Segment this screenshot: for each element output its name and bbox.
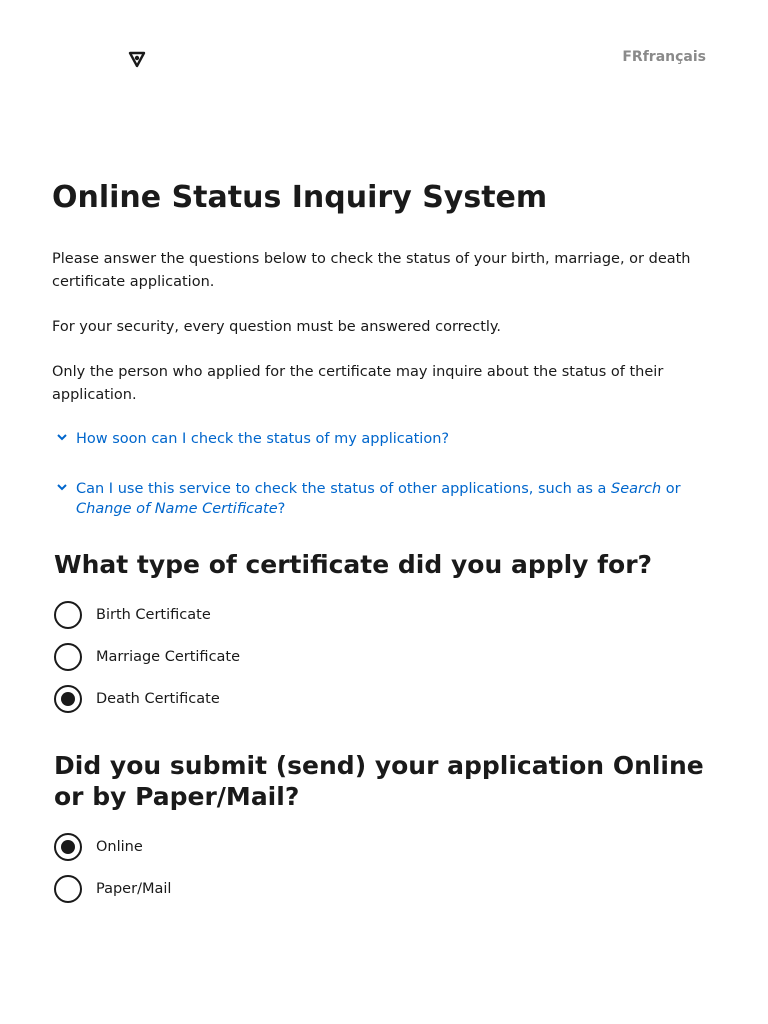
radio-option-death-certificate[interactable] (54, 678, 712, 720)
chevron-down-icon (56, 431, 76, 443)
radio-button[interactable] (54, 643, 82, 671)
chevron-down-icon (56, 481, 76, 493)
language-code: FR (622, 49, 643, 65)
security-paragraph: For your security, every question must be answered correctly. (52, 319, 502, 335)
applicant-only-paragraph: Only the person who applied for the certificate may inquire about the status of their application. (52, 364, 664, 403)
radio-option-birth-certificate[interactable] (54, 594, 712, 636)
faq-toggle-other-applications[interactable] (56, 479, 712, 519)
question-title: What type of certificate did you apply for? (54, 550, 653, 579)
submission-method-question (52, 750, 712, 910)
radio-option-paper-mail[interactable] (54, 868, 712, 910)
faq-toggle-check-timing[interactable] (56, 429, 712, 449)
certificate-type-question (52, 549, 712, 720)
trillium-logo-icon[interactable] (128, 50, 146, 68)
language-toggle-link[interactable] (622, 49, 706, 65)
language-label: français (642, 49, 706, 65)
radio-button-selected[interactable] (54, 685, 82, 713)
radio-label: Paper/Mail (96, 881, 172, 897)
intro-paragraph: Please answer the questions below to check the status of your birth, marriage, or death certificate application. (52, 251, 691, 290)
page-title: Online Status Inquiry System (52, 180, 548, 215)
question-title: Did you submit (send) your application Online or by Paper/Mail? (54, 751, 704, 811)
site-header (0, 0, 768, 110)
radio-button[interactable] (54, 601, 82, 629)
radio-option-online[interactable] (54, 826, 712, 868)
main-content (52, 178, 712, 910)
radio-button-selected[interactable] (54, 833, 82, 861)
radio-button[interactable] (54, 875, 82, 903)
radio-label: Death Certificate (96, 691, 220, 707)
faq-label: How soon can I check the status of my application? (76, 431, 450, 447)
radio-label: Birth Certificate (96, 607, 211, 623)
radio-option-marriage-certificate[interactable] (54, 636, 712, 678)
radio-label: Marriage Certificate (96, 649, 241, 665)
radio-label: Online (96, 839, 143, 855)
faq-label: Can I use this service to check the status of other applications, such as a Search or Change of Name Certificate? (76, 481, 681, 517)
